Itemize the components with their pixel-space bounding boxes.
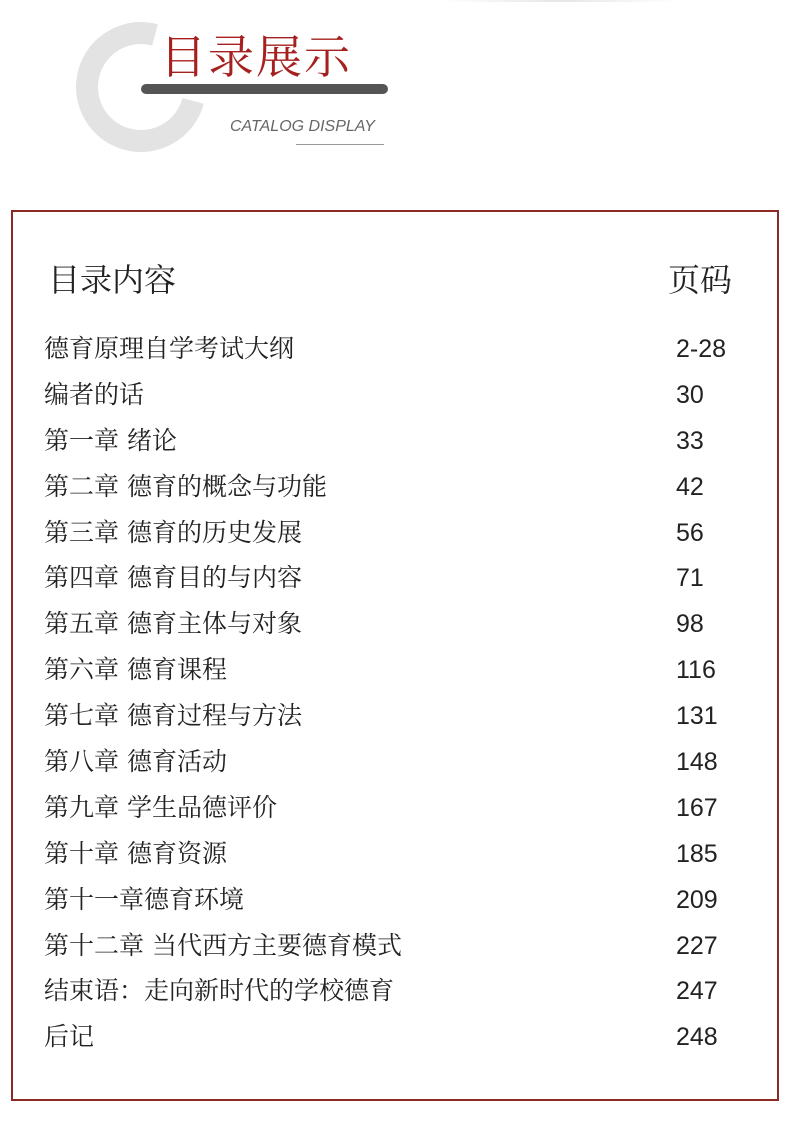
catalog-list — [13, 327, 777, 1061]
catalog-row — [13, 694, 777, 740]
catalog-row — [13, 465, 777, 511]
row-page: 2-28 — [676, 335, 727, 363]
catalog-row — [13, 648, 777, 694]
catalog-row — [13, 327, 777, 373]
row-title: 第一章 绪论 — [44, 425, 177, 455]
row-title: 编者的话 — [44, 379, 145, 409]
row-page: 131 — [676, 702, 718, 731]
catalog-row — [13, 924, 777, 970]
row-title: 第九章 学生品德评价 — [44, 792, 277, 822]
row-title: 第五章 德育主体与对象 — [44, 609, 302, 639]
title-underline-bar — [141, 84, 388, 94]
row-page: 71 — [676, 564, 704, 593]
row-page: 148 — [676, 748, 718, 777]
row-page: 116 — [676, 656, 716, 685]
row-page: 42 — [676, 472, 704, 501]
catalog-row — [13, 878, 777, 924]
row-title: 德育原理自学考试大纲 — [44, 334, 295, 363]
catalog-row — [13, 556, 777, 602]
row-title: 第三章 德育的历史发展 — [44, 517, 302, 547]
catalog-row — [13, 602, 777, 648]
catalog-row — [13, 373, 777, 419]
row-title: 第二章 德育的概念与功能 — [44, 471, 327, 501]
catalog-heading-page: 页码 — [668, 261, 733, 299]
catalog-row — [13, 511, 777, 557]
row-title: 第七章 德育过程与方法 — [44, 701, 302, 731]
row-page: 248 — [676, 1023, 718, 1052]
catalog-row — [13, 1015, 777, 1061]
row-page: 247 — [676, 977, 718, 1006]
row-page: 209 — [676, 885, 718, 914]
catalog-row — [13, 419, 777, 465]
row-title: 第八章 德育活动 — [44, 747, 227, 777]
catalog-row — [13, 969, 777, 1015]
row-title: 第十章 德育资源 — [44, 838, 227, 868]
top-divider — [440, 0, 680, 2]
row-page: 98 — [676, 610, 704, 639]
row-title: 第十二章 当代西方主要德育模式 — [44, 930, 402, 960]
row-title: 第四章 德育目的与内容 — [44, 563, 302, 593]
row-page: 185 — [676, 839, 718, 868]
catalog-box — [11, 210, 779, 1101]
page-title: 目录展示 — [160, 30, 352, 84]
page-subtitle: CATALOG DISPLAY — [230, 118, 375, 135]
row-page: 30 — [676, 380, 704, 409]
row-title: 第六章 德育课程 — [44, 655, 227, 685]
row-title: 结束语：走向新时代的学校德育 — [44, 976, 395, 1006]
catalog-row — [13, 832, 777, 878]
row-title: 后记 — [44, 1022, 95, 1052]
row-page: 167 — [676, 793, 718, 822]
row-page: 227 — [676, 931, 718, 960]
subtitle-underline — [296, 144, 384, 145]
catalog-row — [13, 740, 777, 786]
row-page: 33 — [676, 426, 704, 455]
catalog-row — [13, 786, 777, 832]
row-title: 第十一章德育环境 — [44, 884, 245, 914]
catalog-heading-title: 目录内容 — [48, 261, 177, 299]
row-page: 56 — [676, 518, 704, 547]
